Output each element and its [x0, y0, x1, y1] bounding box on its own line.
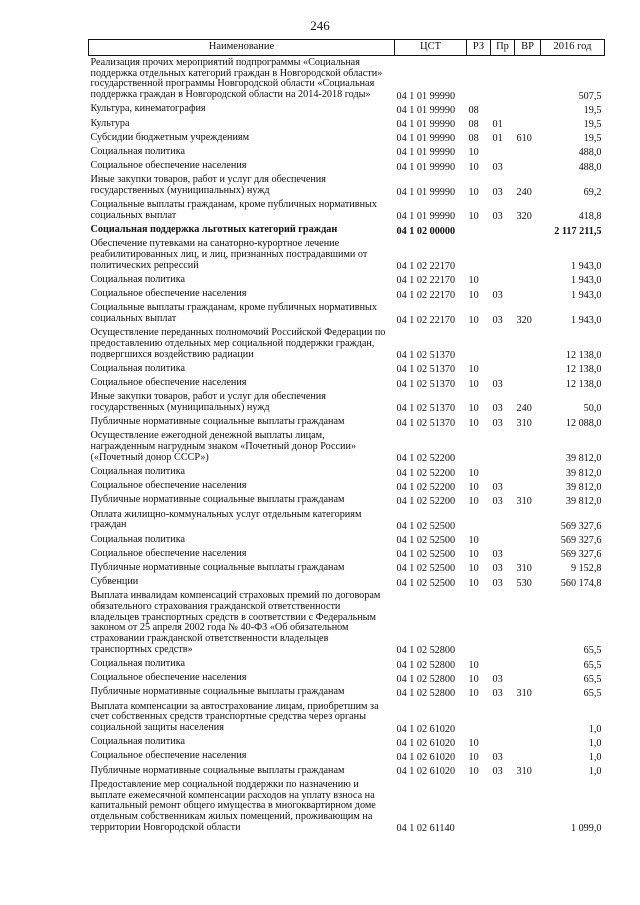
cell-amount: 1,0 [588, 751, 602, 763]
cell-name: Социальная политика [90, 145, 186, 157]
table-row [89, 547, 605, 561]
cell-code: 04 1 02 51370 [396, 364, 456, 376]
table-row [89, 735, 605, 749]
cell-name: Социальное обеспечение населения [90, 377, 247, 389]
cell-vr [515, 223, 541, 237]
cell-rz: 10 [468, 687, 479, 699]
table-row [89, 223, 605, 237]
cell-name: Социальные выплаты гражданам, кроме публичных нормативных социальных выплат [90, 199, 377, 221]
cell-rz: 10 [468, 186, 479, 198]
cell-pr [491, 465, 515, 479]
cell-rz: 10 [468, 275, 479, 287]
cell-pr [491, 508, 515, 533]
cell-name: Социальная политика [90, 736, 186, 748]
cell-rz: 10 [468, 417, 479, 429]
cell-pr: 03 [492, 687, 503, 699]
cell-name: Социальная политика [90, 466, 186, 477]
cell-vr [515, 326, 541, 362]
cell-pr [491, 237, 515, 273]
cell-rz: 10 [468, 577, 479, 589]
table-row [89, 671, 605, 685]
cell-amount: 569 327,6 [560, 520, 602, 532]
cell-amount: 65,5 [583, 687, 602, 699]
cell-rz: 10 [468, 535, 479, 547]
table-row [89, 657, 605, 671]
cell-code: 04 1 01 99990 [396, 211, 456, 223]
budget-table [88, 39, 605, 835]
cell-pr [491, 326, 515, 362]
cell-pr [491, 273, 515, 287]
cell-name: Социальное обеспечение населения [90, 160, 247, 172]
cell-rz: 08 [468, 133, 479, 145]
cell-name: Социальные выплаты гражданам, кроме публичных нормативных социальных выплат [90, 302, 377, 325]
cell-code: 04 1 02 51370 [396, 378, 456, 390]
cell-name: Иные закупки товаров, работ и услуг для обеспечения государственных (муниципальных) нужд [90, 391, 326, 413]
cell-pr [491, 362, 515, 376]
cell-pr: 03 [492, 289, 503, 301]
cell-code: 04 1 02 22170 [396, 289, 456, 301]
cell-name: Осуществление ежегодной денежной выплаты лицам, награжденным нагрудным знаком «Почетный донор России» («Почетный донор СССР») [90, 430, 357, 463]
cell-rz [467, 237, 491, 273]
table-row [89, 533, 605, 547]
cell-name: Социальное обеспечение населения [90, 547, 247, 559]
cell-code: 04 1 02 52500 [396, 577, 456, 589]
cell-code: 04 1 02 52800 [396, 673, 456, 685]
cell-name: Реализация прочих мероприятий подпрограммы «Социальная поддержка отдельных категорий граждан в Новгородской области» государственной программы Новгородской области «Социальная поддержка граждан в Новгородской области на 2014-2018 годы» [90, 57, 383, 101]
cell-vr [515, 778, 541, 835]
table-row [89, 131, 605, 145]
cell-vr [515, 533, 541, 547]
cell-vr: 310 [516, 563, 532, 575]
cell-amount: 418,8 [578, 211, 602, 223]
cell-rz: 10 [468, 378, 479, 390]
cell-vr [515, 237, 541, 273]
cell-code: 04 1 02 22170 [396, 314, 456, 326]
cell-rz: 10 [468, 495, 479, 507]
cell-amount: 39 812,0 [565, 495, 602, 507]
table-row [89, 685, 605, 699]
cell-rz: 10 [468, 549, 479, 561]
cell-name: Субсидии бюджетным учреждениям [90, 131, 250, 143]
cell-vr [515, 589, 541, 657]
cell-amount: 69,2 [583, 186, 602, 198]
cell-vr [515, 362, 541, 376]
cell-code: 04 1 02 51370 [396, 350, 456, 362]
cell-name: Иные закупки товаров, работ и услуг для обеспечения государственных (муниципальных) нужд [90, 174, 326, 197]
cell-pr: 01 [492, 119, 503, 131]
cell-code: 04 1 02 52800 [396, 659, 456, 671]
cell-name: Социальное обеспечение населения [90, 288, 247, 300]
cell-amount: 19,5 [583, 119, 602, 131]
cell-name: Социальная политика [90, 362, 186, 374]
table-row [89, 493, 605, 507]
cell-pr: 03 [492, 186, 503, 198]
table-row [89, 145, 605, 159]
cell-rz: 10 [468, 563, 479, 575]
cell-name: Выплата компенсации за автострахование лицам, приобретшим за счет собственных средств транспортные средства через органы социальной защиты населения [90, 700, 379, 734]
cell-rz: 10 [468, 481, 479, 493]
cell-amount: 1,0 [588, 737, 602, 749]
cell-rz: 08 [468, 119, 479, 131]
cell-code: 04 1 02 61020 [396, 766, 456, 778]
cell-rz: 10 [468, 766, 479, 778]
cell-code: 04 1 02 52500 [396, 549, 456, 561]
cell-code: 04 1 02 61020 [396, 737, 456, 749]
cell-rz [467, 429, 491, 465]
cell-pr [491, 429, 515, 465]
cell-amount: 1 943,0 [570, 261, 602, 273]
table-row [89, 479, 605, 493]
cell-code: 04 1 02 61020 [396, 751, 456, 763]
page-number: 246 [310, 18, 330, 33]
table-row [89, 465, 605, 479]
cell-pr: 03 [492, 751, 503, 763]
cell-name: Культура, кинематография [90, 103, 206, 115]
cell-code: 04 1 02 52500 [396, 535, 456, 547]
cell-code: 04 1 02 52200 [396, 495, 456, 507]
table-row [89, 561, 605, 575]
cell-pr [491, 533, 515, 547]
cell-amount: 1 943,0 [570, 289, 602, 301]
cell-vr: 610 [516, 133, 532, 145]
cell-pr: 03 [492, 481, 503, 493]
header-name: Наименование [89, 40, 395, 56]
cell-name: Оплата жилищно-коммунальных услуг отдельным категориям граждан [90, 508, 362, 531]
cell-pr: 03 [492, 766, 503, 778]
cell-code: 04 1 02 51370 [396, 417, 456, 429]
cell-pr [491, 657, 515, 671]
cell-amount: 1,0 [588, 766, 602, 778]
cell-vr [515, 465, 541, 479]
cell-rz: 10 [468, 147, 479, 159]
cell-vr [515, 159, 541, 173]
cell-name: Предоставление мер социальной поддержки по назначению и выплате ежемесячной компенсации расходов на уплату взноса на капитальный ремонт общего имущества в многоквартирном доме отдельным собственникам жилых помещений, проживающим на территории Новгородской области [90, 778, 376, 833]
cell-amount: 507,5 [578, 90, 602, 102]
cell-rz: 10 [468, 211, 479, 223]
cell-rz: 10 [468, 364, 479, 376]
table-row [89, 237, 605, 273]
cell-rz: 10 [468, 751, 479, 763]
cell-pr: 03 [492, 577, 503, 589]
cell-pr: 03 [492, 495, 503, 507]
cell-pr: 03 [492, 403, 503, 415]
cell-rz: 10 [468, 289, 479, 301]
cell-name: Социальное обеспечение населения [90, 480, 247, 492]
cell-code: 04 1 02 22170 [396, 275, 456, 287]
cell-amount: 65,5 [583, 673, 602, 685]
cell-code: 04 1 01 99990 [396, 119, 456, 131]
table-row [89, 415, 605, 429]
cell-name: Выплата инвалидам компенсаций страховых премий по договорам обязательного страхования гражданской ответственности владельцев транспортных средств в соответствии с Федеральным законом от 25 апреля 2002 года № 40-ФЗ «Об обязательном страховании гражданской ответственности владельцев транспортных средств» [90, 590, 381, 655]
header-amount: 2016 год [541, 40, 605, 56]
cell-vr [515, 117, 541, 131]
cell-vr [515, 735, 541, 749]
cell-amount: 65,5 [583, 659, 602, 671]
table-row [89, 575, 605, 589]
cell-vr: 310 [516, 417, 532, 429]
cell-code: 04 1 01 99990 [396, 186, 456, 198]
cell-vr [515, 376, 541, 390]
cell-name: Публичные нормативные социальные выплаты гражданам [90, 494, 345, 506]
table-row [89, 749, 605, 763]
cell-amount: 19,5 [583, 104, 602, 116]
table-row [89, 326, 605, 362]
cell-vr [515, 671, 541, 685]
table-row [89, 198, 605, 223]
cell-name: Социальная политика [90, 533, 186, 545]
table-row [89, 117, 605, 131]
cell-rz: 08 [468, 104, 479, 116]
cell-amount: 19,5 [583, 133, 602, 145]
cell-amount: 1 099,0 [570, 823, 602, 835]
cell-name: Публичные нормативные социальные выплаты гражданам [90, 416, 345, 428]
cell-vr: 310 [516, 766, 532, 778]
table-row [89, 390, 605, 415]
table-row [89, 362, 605, 376]
cell-name: Обеспечение путевками на санаторно-курортное лечение реабилитированных лиц, и лиц, признанных пострадавшими от политических репрессий [90, 238, 368, 271]
cell-amount: 2 117 211,5 [554, 225, 602, 237]
cell-rz [467, 56, 491, 103]
table-row [89, 508, 605, 533]
cell-pr: 03 [492, 549, 503, 561]
cell-name: Социальная политика [90, 273, 186, 285]
cell-rz: 10 [468, 737, 479, 749]
cell-name: Социальное обеспечение населения [90, 672, 247, 684]
cell-rz [467, 326, 491, 362]
table-row [89, 173, 605, 198]
cell-code: 04 1 02 52200 [396, 453, 456, 465]
cell-pr [491, 778, 515, 835]
cell-code: 04 1 02 51370 [396, 403, 456, 415]
cell-rz [467, 700, 491, 736]
cell-amount: 12 138,0 [565, 378, 602, 390]
cell-code: 04 1 01 99990 [396, 147, 456, 159]
cell-pr [491, 700, 515, 736]
cell-vr [515, 700, 541, 736]
cell-amount: 1 943,0 [570, 314, 602, 326]
cell-code: 04 1 02 52500 [396, 520, 456, 532]
table-row [89, 429, 605, 465]
cell-vr: 240 [516, 186, 532, 198]
table-row [89, 159, 605, 173]
header-code: ЦСТ [395, 40, 467, 56]
cell-name: Социальная политика [90, 658, 186, 670]
cell-vr [515, 657, 541, 671]
cell-vr: 240 [516, 403, 532, 415]
cell-name: Социальная поддержка льготных категорий граждан [90, 224, 338, 236]
cell-amount: 50,0 [583, 403, 602, 415]
cell-amount: 65,5 [583, 645, 602, 657]
cell-rz [467, 778, 491, 835]
cell-pr [491, 223, 515, 237]
cell-vr [515, 479, 541, 493]
cell-pr: 01 [492, 133, 503, 145]
cell-vr [515, 145, 541, 159]
cell-code: 04 1 02 00000 [396, 225, 456, 237]
cell-pr: 03 [492, 417, 503, 429]
cell-amount: 12 138,0 [565, 364, 602, 376]
cell-name: Социальное обеспечение населения [90, 750, 247, 762]
cell-amount: 1,0 [588, 723, 602, 735]
header-rz: РЗ [467, 40, 491, 56]
cell-pr: 03 [492, 161, 503, 173]
cell-code: 04 1 02 52500 [396, 563, 456, 575]
cell-vr: 310 [516, 495, 532, 507]
cell-amount: 12 088,0 [565, 417, 602, 429]
cell-vr [515, 56, 541, 103]
cell-name: Осуществление переданных полномочий Российской Федерации по предоставлению отдельных мер социальной поддержки граждан, подвергшихся воздействию радиации [90, 327, 386, 360]
cell-vr [515, 508, 541, 533]
table-header-row [89, 40, 605, 56]
cell-pr: 03 [492, 378, 503, 390]
table-body [89, 56, 605, 835]
cell-vr [515, 547, 541, 561]
cell-rz: 10 [468, 314, 479, 326]
cell-vr [515, 102, 541, 116]
table-row [89, 301, 605, 326]
cell-amount: 560 174,8 [560, 577, 602, 589]
table-row [89, 764, 605, 778]
cell-rz: 10 [468, 161, 479, 173]
cell-vr: 320 [516, 211, 532, 223]
cell-vr [515, 429, 541, 465]
cell-amount: 39 812,0 [565, 467, 602, 479]
cell-amount: 488,0 [578, 147, 602, 159]
cell-vr: 530 [516, 577, 532, 589]
header-pr: Пр [491, 40, 515, 56]
cell-pr [491, 589, 515, 657]
cell-code: 04 1 01 99990 [396, 133, 456, 145]
cell-code: 04 1 02 52200 [396, 467, 456, 479]
cell-name: Публичные нормативные социальные выплаты гражданам [90, 686, 345, 698]
cell-code: 04 1 02 52800 [396, 687, 456, 699]
cell-rz: 10 [468, 467, 479, 479]
cell-rz [467, 223, 491, 237]
cell-pr: 03 [492, 673, 503, 685]
cell-amount: 569 327,6 [560, 535, 602, 547]
table-row [89, 376, 605, 390]
cell-amount: 569 327,6 [560, 549, 602, 561]
cell-pr: 03 [492, 211, 503, 223]
cell-rz [467, 508, 491, 533]
cell-amount: 39 812,0 [565, 481, 602, 493]
table-row [89, 56, 605, 103]
cell-pr [491, 735, 515, 749]
cell-name: Субвенции [90, 576, 139, 588]
cell-amount: 39 812,0 [565, 453, 602, 465]
cell-pr [491, 102, 515, 116]
cell-amount: 1 943,0 [570, 275, 602, 287]
cell-code: 04 1 02 22170 [396, 261, 456, 273]
cell-amount: 488,0 [578, 161, 602, 173]
table-row [89, 102, 605, 116]
cell-code: 04 1 01 99990 [396, 104, 456, 116]
cell-pr [491, 56, 515, 103]
cell-amount: 9 152,8 [570, 563, 602, 575]
cell-name: Публичные нормативные социальные выплаты гражданам [90, 561, 345, 573]
cell-vr: 320 [516, 314, 532, 326]
table-row [89, 778, 605, 835]
cell-rz: 10 [468, 659, 479, 671]
cell-code: 04 1 02 52200 [396, 481, 456, 493]
cell-rz: 10 [468, 673, 479, 685]
table-row [89, 589, 605, 657]
cell-code: 04 1 01 99990 [396, 161, 456, 173]
cell-name: Культура [90, 117, 130, 129]
cell-vr [515, 749, 541, 763]
cell-code: 04 1 01 99990 [396, 90, 456, 102]
table-row [89, 273, 605, 287]
cell-name: Публичные нормативные социальные выплаты гражданам [90, 764, 345, 776]
cell-vr [515, 287, 541, 301]
cell-pr: 03 [492, 563, 503, 575]
cell-code: 04 1 02 61140 [396, 823, 455, 835]
cell-rz: 10 [468, 403, 479, 415]
cell-amount: 12 138,0 [565, 350, 602, 362]
header-vr: ВР [515, 40, 541, 56]
cell-code: 04 1 02 52800 [396, 645, 456, 657]
table-row [89, 700, 605, 736]
cell-pr [491, 145, 515, 159]
cell-vr [515, 273, 541, 287]
cell-pr: 03 [492, 314, 503, 326]
cell-rz [467, 589, 491, 657]
cell-code: 04 1 02 61020 [396, 723, 456, 735]
table-row [89, 287, 605, 301]
cell-vr: 310 [516, 687, 532, 699]
